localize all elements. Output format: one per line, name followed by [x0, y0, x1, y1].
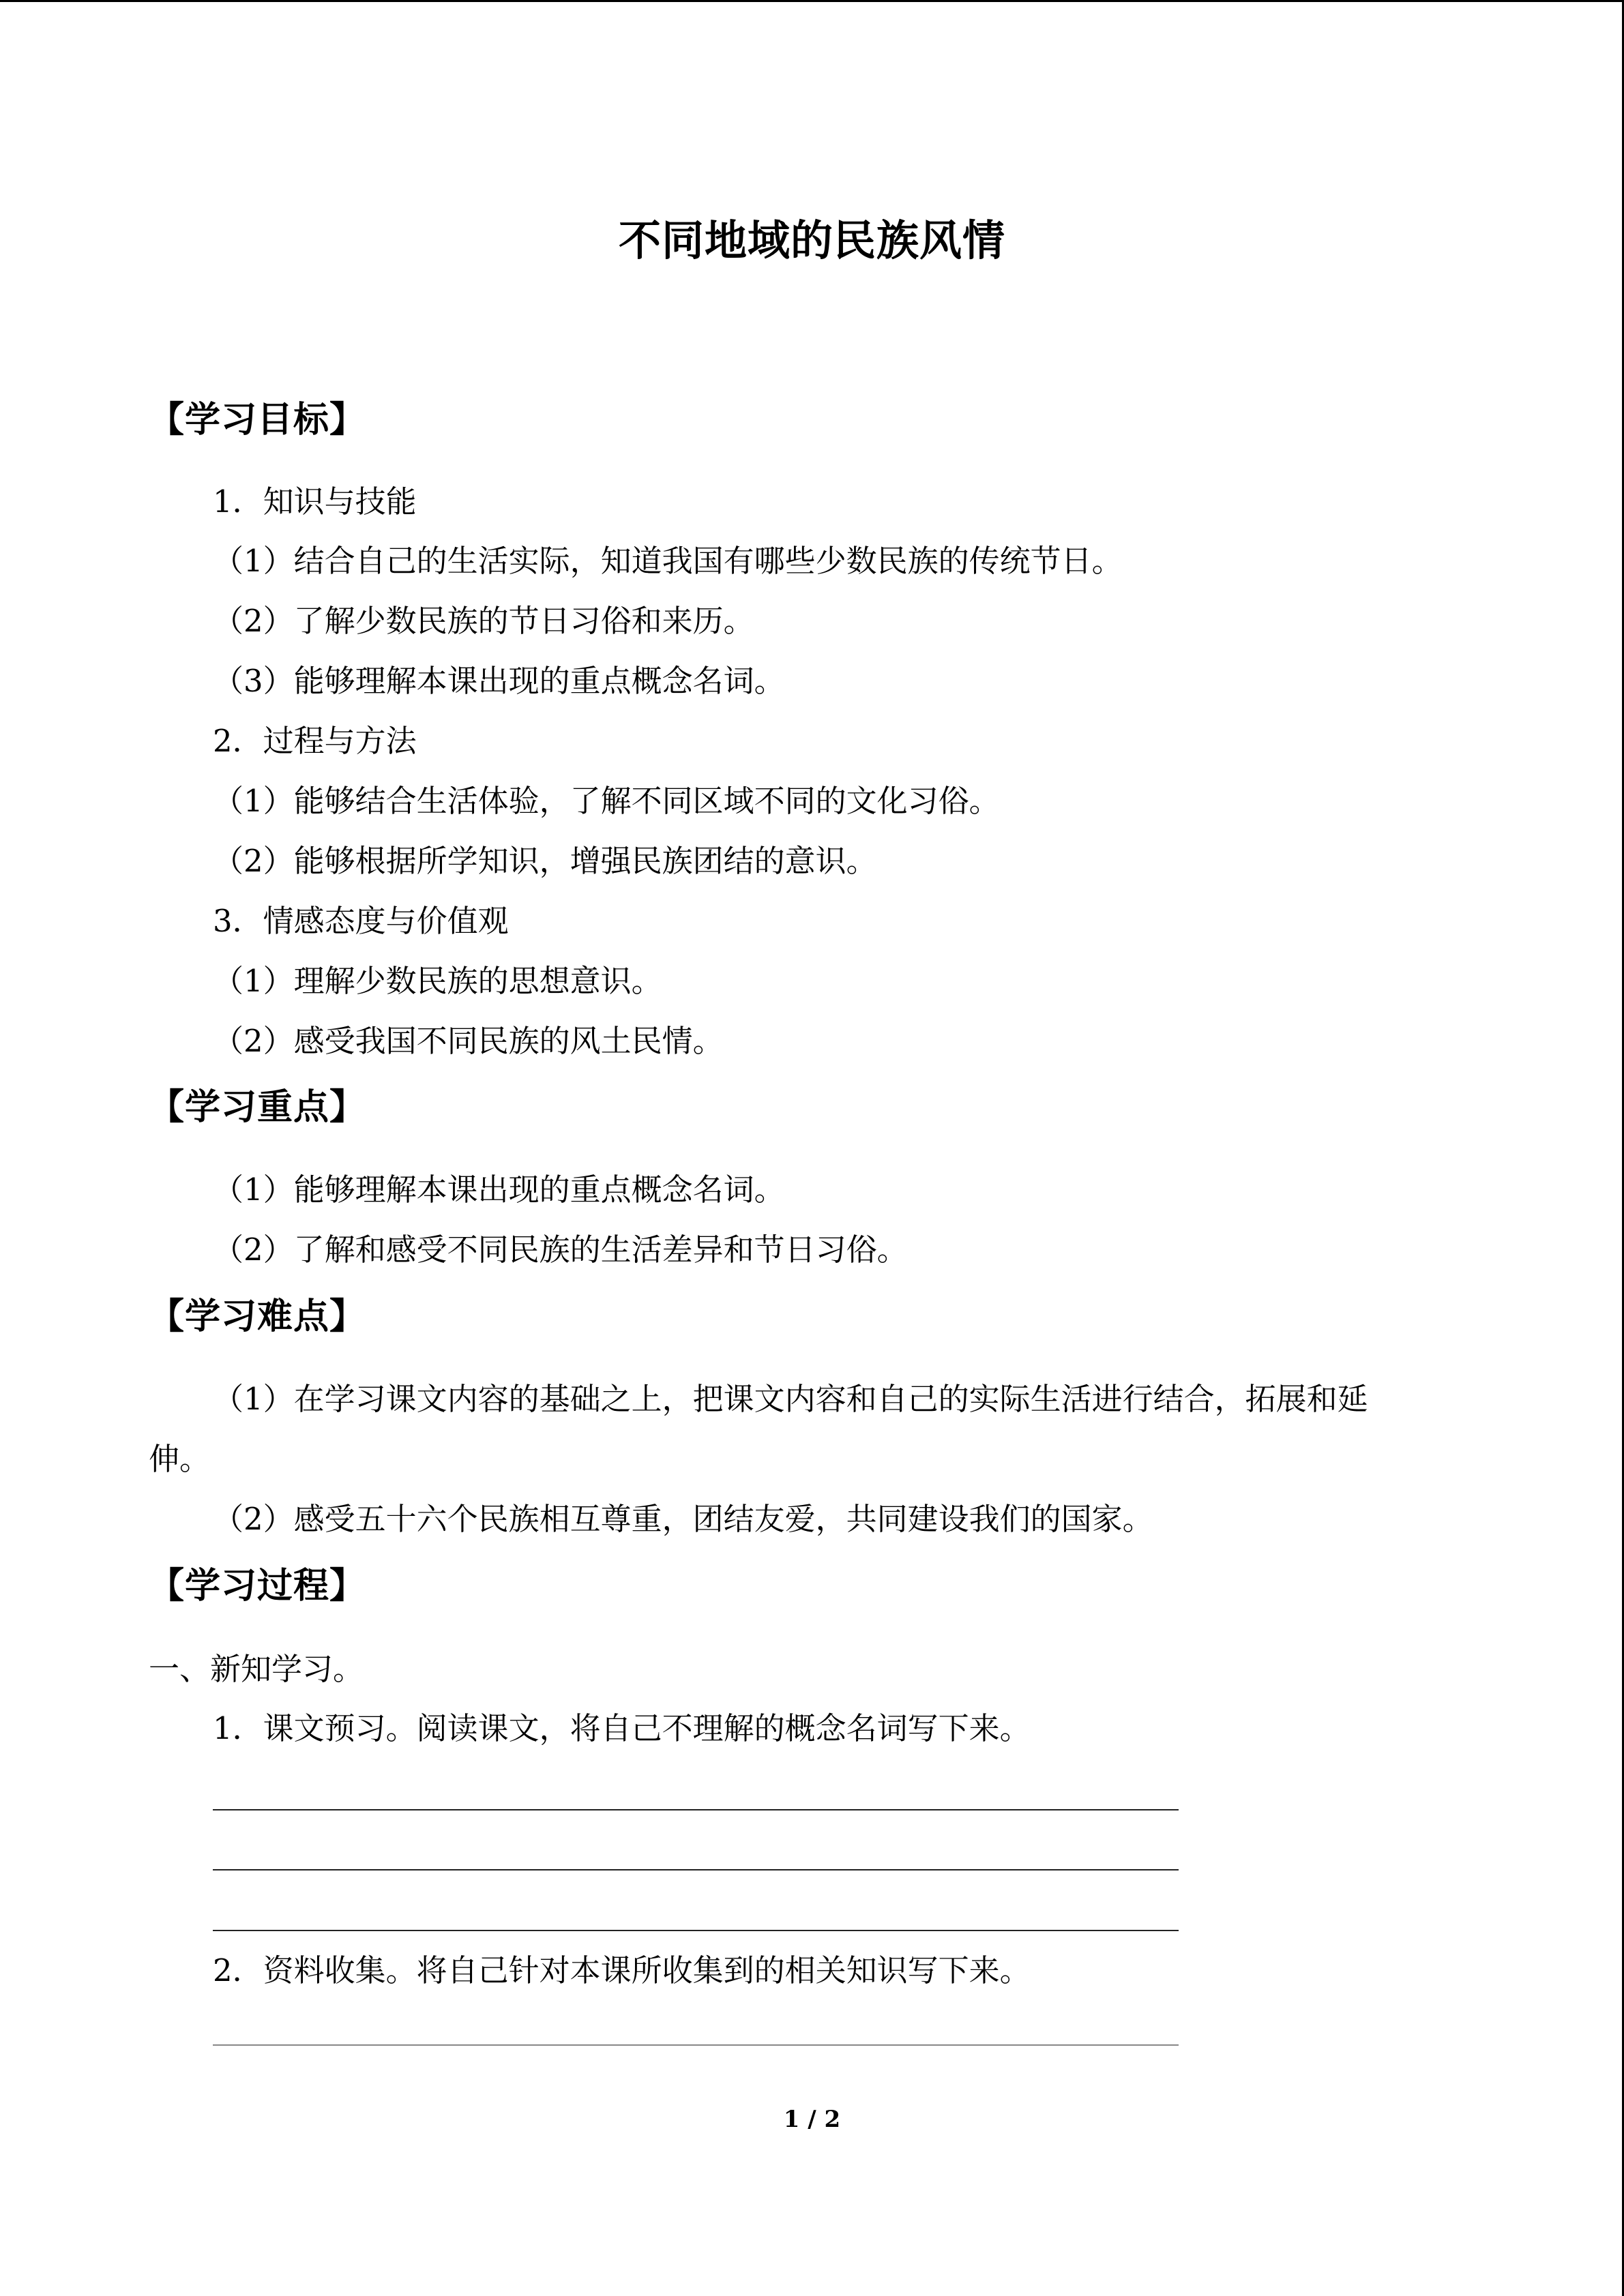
process-task-1: 1．课文预习。阅读课文，将自己不理解的概念名词写下来。: [213, 1710, 1031, 1746]
key-point-item: （2）了解和感受不同民族的生活差异和节日习俗。: [213, 1232, 908, 1268]
objective-item: （2）了解少数民族的节日习俗和来历。: [213, 603, 754, 639]
process-task-2: 2．资料收集。将自己针对本课所收集到的相关知识写下来。: [213, 1952, 1031, 1988]
heading-difficulties: 【学习难点】: [149, 1296, 366, 1337]
process-section-title: 一、新知学习。: [149, 1651, 364, 1687]
difficulty-item-continuation: 伸。: [149, 1441, 211, 1477]
objective-item: 1．知识与技能: [213, 483, 417, 520]
answer-line[interactable]: [213, 1869, 1179, 1870]
page-border-top: [0, 0, 1624, 2]
objective-item: （1）结合自己的生活实际，知道我国有哪些少数民族的传统节日。: [213, 543, 1123, 579]
objective-item: （1）理解少数民族的思想意识。: [213, 963, 662, 999]
objective-item: （2）感受我国不同民族的风土民情。: [213, 1023, 724, 1059]
objective-item: 2．过程与方法: [213, 723, 417, 759]
answer-line[interactable]: [213, 2044, 1179, 2046]
key-point-item: （1）能够理解本课出现的重点概念名词。: [213, 1172, 785, 1208]
difficulty-item: （1）在学习课文内容的基础之上，把课文内容和自己的实际生活进行结合，拓展和延: [213, 1381, 1368, 1417]
objective-item: （2）能够根据所学知识，增强民族团结的意识。: [213, 843, 877, 879]
answer-line[interactable]: [213, 1809, 1179, 1810]
objective-item: （3）能够理解本课出现的重点概念名词。: [213, 663, 785, 699]
heading-process: 【学习过程】: [149, 1566, 366, 1607]
answer-line[interactable]: [213, 1930, 1179, 1931]
heading-key-points: 【学习重点】: [149, 1087, 366, 1128]
page-title: 不同地域的民族风情: [618, 215, 1005, 265]
page-number: 1 / 2: [783, 2106, 841, 2133]
objective-item: 3．情感态度与价值观: [213, 903, 509, 939]
objective-item: （1）能够结合生活体验，了解不同区域不同的文化习俗。: [213, 783, 1000, 819]
heading-objectives: 【学习目标】: [149, 400, 366, 441]
difficulty-item: （2）感受五十六个民族相互尊重，团结友爱，共同建设我们的国家。: [213, 1501, 1153, 1537]
